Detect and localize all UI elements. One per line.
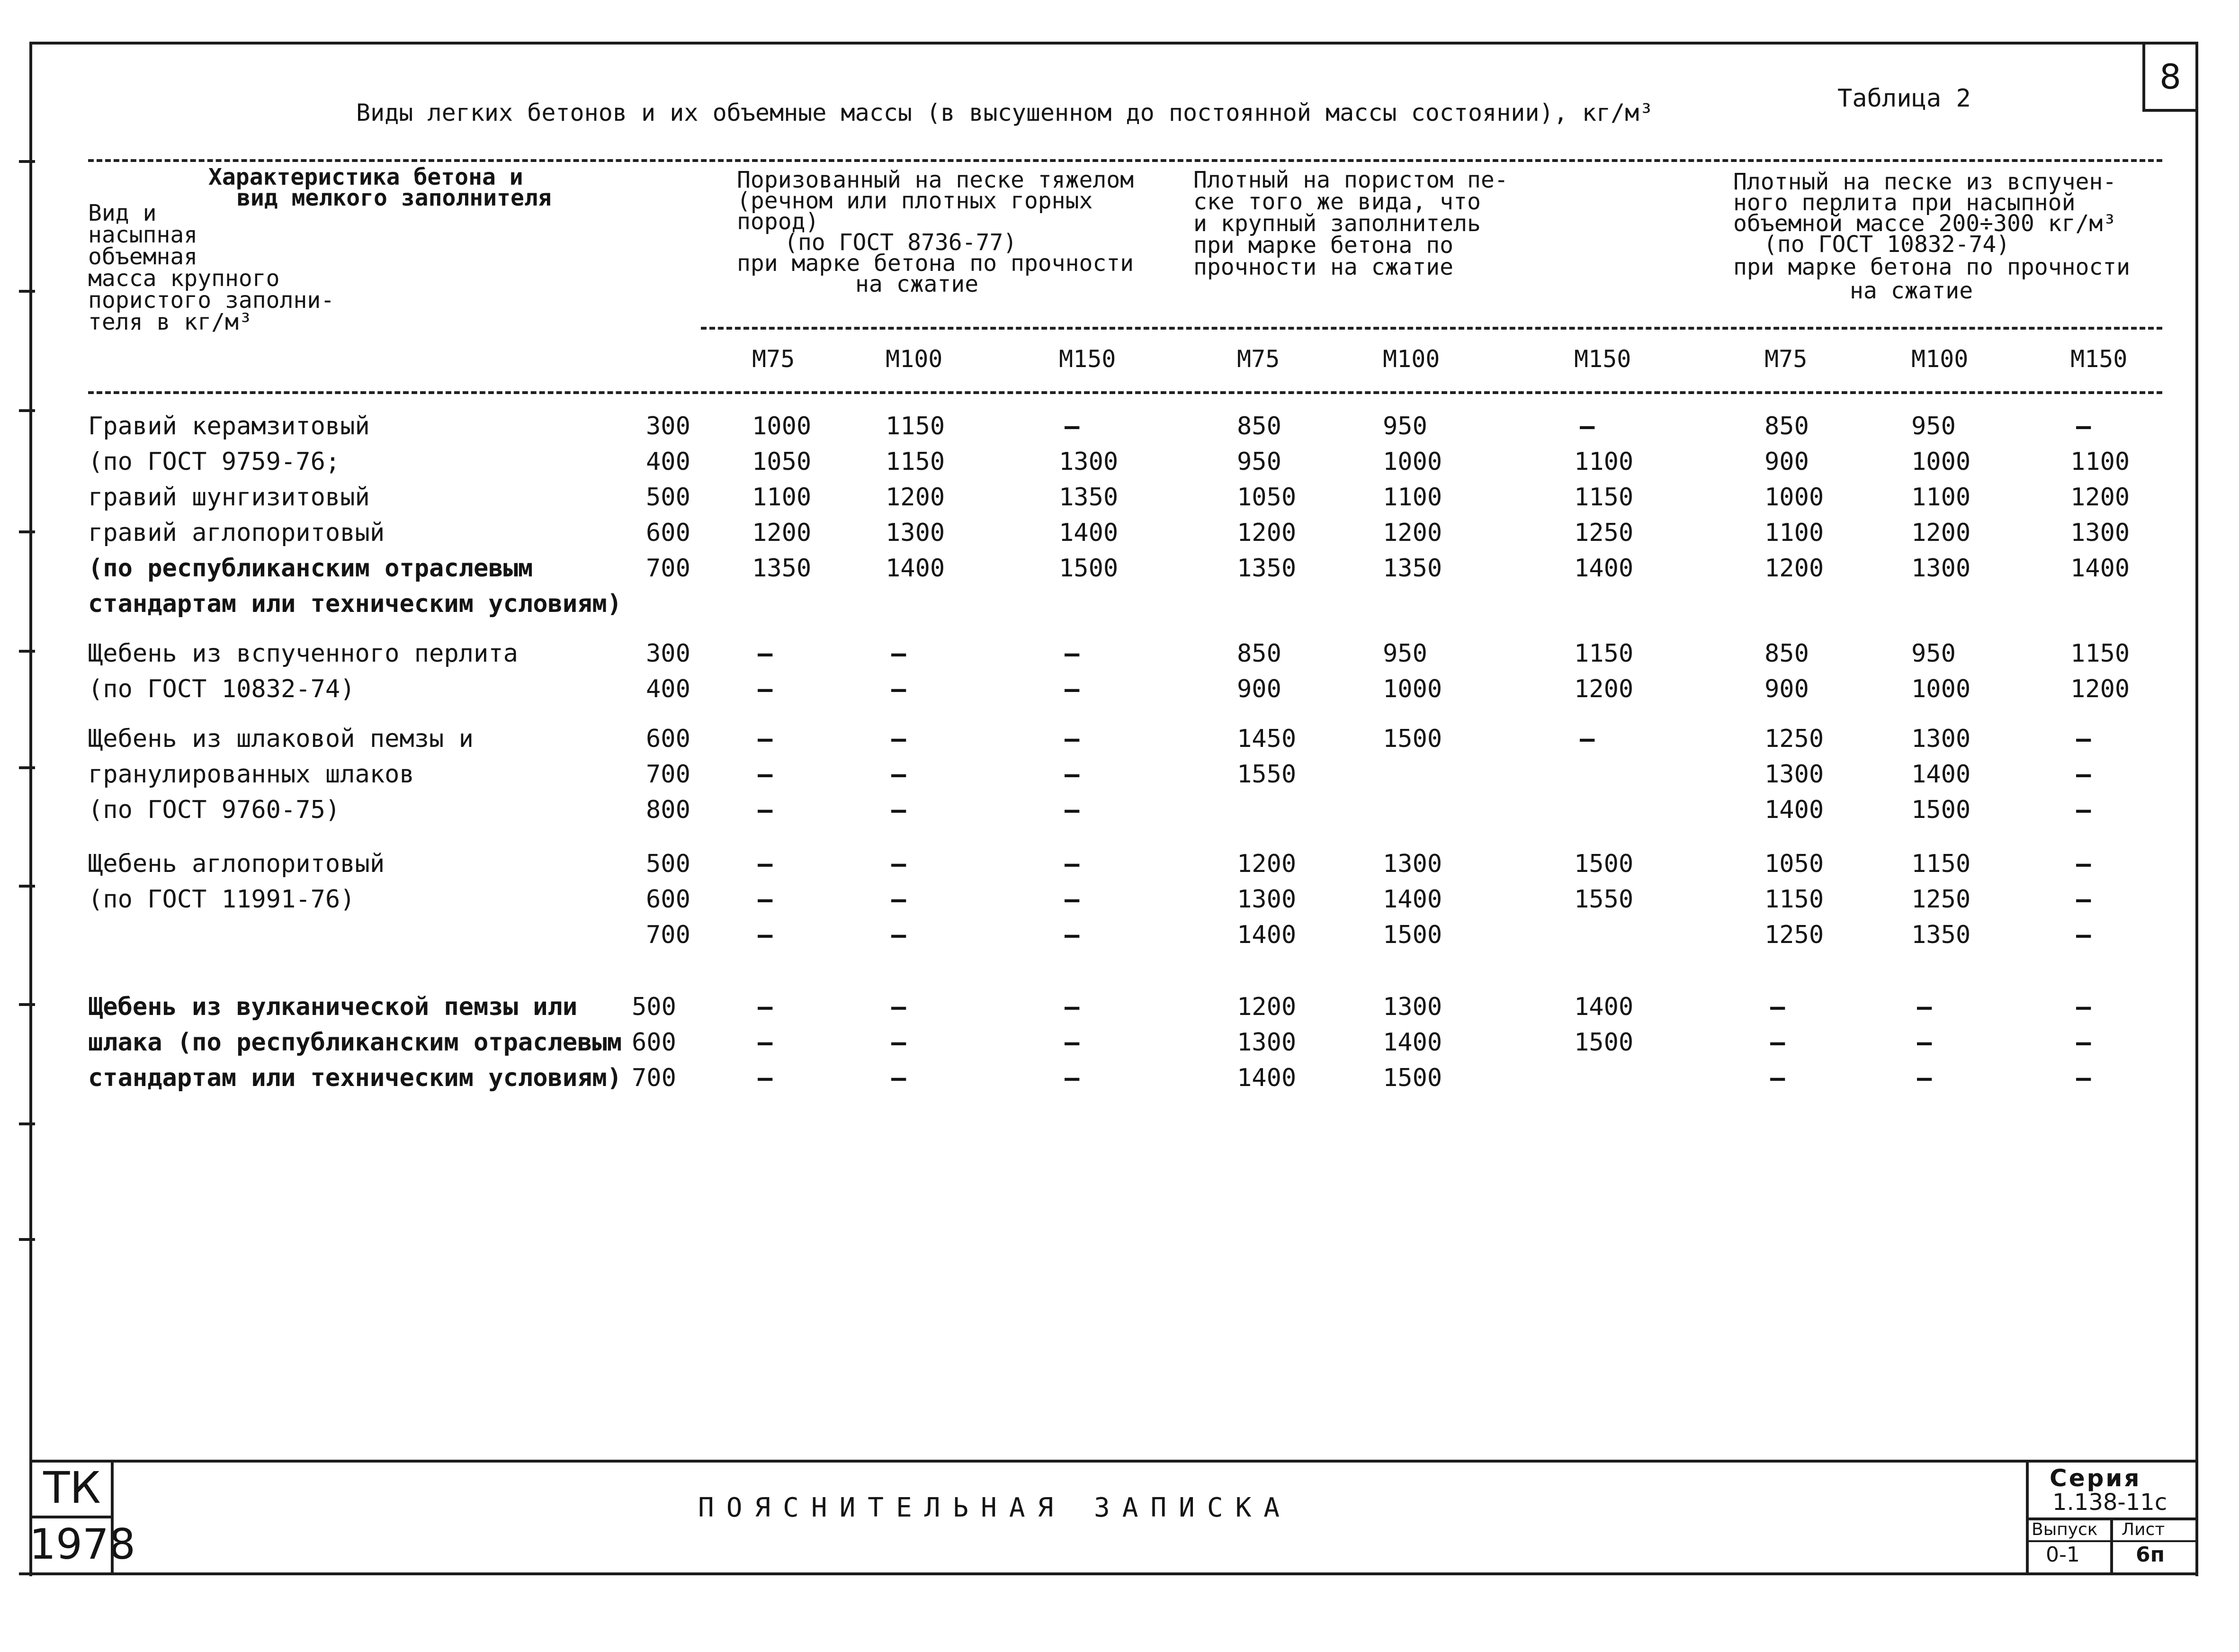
group-label-line: (по республиканским отраслевым [88,554,533,583]
table-cell: – [2076,885,2091,914]
table-cell: – [2076,760,2091,789]
table-cell: – [2076,850,2091,878]
table-cell: 1300 [1764,760,1824,789]
group-label-line: Щебень из шлаковой пемзы и [88,725,474,753]
table-cell: – [1580,725,1595,753]
mass-value: 400 [646,448,690,476]
grade-label: М150 [1574,345,1631,373]
table-cell: 1100 [1911,483,1971,512]
char-title-line1: Характеристика бетона и [208,164,523,190]
table-cell: 1200 [2070,675,2130,703]
sheet-value: 6п [2136,1543,2165,1567]
table-cell: – [1917,1064,1932,1092]
table-cell: – [1580,412,1595,440]
table-cell: – [891,993,906,1021]
table-cell: 1150 [1574,483,1634,512]
table-cell: – [1065,725,1080,753]
table-cell: – [1065,885,1080,914]
table-cell: 1350 [1237,554,1297,583]
table-cell: 1500 [1911,796,1971,824]
table-cell: – [1065,921,1080,949]
group-label-line: (по ГОСТ 10832-74) [88,675,355,703]
table-cell: – [1065,850,1080,878]
group-label-line: Щебень аглопоритовый [88,850,385,878]
group1-header-line: при марке бетона по прочности [737,250,1134,277]
table-cell: – [1065,639,1080,668]
table-cell: 850 [1237,412,1281,440]
group1-header-line: на сжатие [855,271,979,297]
group-label-line: гравий аглопоритовый [88,519,385,547]
mass-value: 400 [646,675,690,703]
table-cell: 1100 [2070,448,2130,476]
binding-tick [19,1122,35,1125]
grade-label: М150 [2070,345,2128,373]
table-cell: – [1065,760,1080,789]
grade-label: М75 [1764,345,1808,373]
table-cell: 1300 [1383,993,1442,1021]
table-cell: 1400 [1574,993,1634,1021]
table-cell: – [2076,1028,2091,1057]
table-cell: 1400 [1237,921,1297,949]
table-cell: 850 [1764,412,1809,440]
char-title-line2: вид мелкого заполнителя [237,185,552,211]
mass-value: 700 [646,921,690,949]
table-cell: – [1065,675,1080,703]
grade-label: М75 [1237,345,1280,373]
table-cell: 1050 [1237,483,1297,512]
table-cell: 1500 [1383,921,1442,949]
issue-label: Выпуск [2032,1520,2098,1539]
table-cell: 1250 [1911,885,1971,914]
mass-value: 600 [632,1028,676,1057]
table-cell: – [758,921,773,949]
table-cell: – [891,675,906,703]
table-cell: 1200 [886,483,945,512]
table-cell: – [891,725,906,753]
group1-header-line: (речном или плотных горных [737,188,1093,214]
table-cell: 1200 [1237,519,1297,547]
table-cell: 850 [1764,639,1809,668]
mass-value: 800 [646,796,690,824]
table-cell: 1100 [1383,483,1442,512]
table-cell: – [2076,1064,2091,1092]
group-label-line: гранулированных шлаков [88,760,414,789]
mass-value: 600 [646,885,690,914]
mass-value: 600 [646,725,690,753]
table-cell: 1300 [1383,850,1442,878]
table-cell: 1150 [886,412,945,440]
binding-tick [19,1238,35,1241]
table-cell: 1400 [1911,760,1971,789]
binding-tick [19,885,35,888]
table-cell: 1300 [1237,885,1297,914]
binding-tick [19,160,35,163]
title-block-top-line [29,1460,2198,1463]
table-cell: 1300 [1911,554,1971,583]
table-cell: 1350 [1383,554,1442,583]
table-cell: 1100 [1764,519,1824,547]
left-label-line: Вид и [88,200,157,226]
left-label-line: объемная [88,243,198,270]
table-cell: 1300 [2070,519,2130,547]
table-cell: – [1065,796,1080,824]
page-number-box [2142,45,2195,112]
table-cell: – [1065,1064,1080,1092]
table-cell: – [1770,1028,1785,1057]
group3-header-line: при марке бетона по прочности [1733,254,2131,280]
group2-header-line: прочности на сжатие [1193,254,1454,280]
label-divider [2029,1540,2195,1542]
frame-right-line [2195,42,2198,1576]
table-cell: – [758,885,773,914]
table-cell: 1400 [2070,554,2130,583]
stamp-box [29,1463,135,1572]
group3-header-line: ного перлита при насыпной [1733,189,2076,216]
table-cell: – [758,850,773,878]
table-cell: 1000 [1911,448,1971,476]
table-label: Таблица 2 [1837,84,1971,113]
table-cell: 1200 [1911,519,1971,547]
table-cell: 1550 [1574,885,1634,914]
table-cell: – [1065,1028,1080,1057]
sheet-label: Лист [2122,1520,2165,1539]
grade-label: М100 [1383,345,1440,373]
table-cell: – [758,1064,773,1092]
table-cell: 1450 [1237,725,1297,753]
table-cell: 1550 [1237,760,1297,789]
table-cell: 1000 [752,412,812,440]
table-cell: 950 [1911,639,1956,668]
table-cell: 1000 [1764,483,1824,512]
table-cell: 1250 [1764,725,1824,753]
table-cell: 1200 [2070,483,2130,512]
frame-bottom-line [19,1572,2198,1575]
group2-header-line: Плотный на пористом пе- [1193,167,1508,193]
series-value: 1.138-11с [2052,1489,2167,1516]
table-cell: 850 [1237,639,1281,668]
table-cell: 900 [1764,448,1809,476]
table-cell: – [891,1064,906,1092]
table-cell: 950 [1383,639,1427,668]
header-top-rule [88,159,2162,162]
series-box [2026,1463,2195,1572]
group1-header-line: пород) [737,208,819,235]
table-cell: 1200 [1574,675,1634,703]
group-label-line: Щебень из вулканической пемзы или [88,993,578,1021]
group-label-line: шлака (по республиканским отраслевым [88,1028,622,1057]
footer-title: ПОЯСНИТЕЛЬНАЯ ЗАПИСКА [698,1492,1292,1523]
table-cell: 1000 [1383,675,1442,703]
group-label-line: (по ГОСТ 9760-75) [88,796,340,824]
table-cell: 1050 [752,448,812,476]
table-cell: 1050 [1764,850,1824,878]
table-cell: 1300 [1059,448,1119,476]
table-cell: – [891,921,906,949]
table-cell: 1350 [752,554,812,583]
header-bottom-rule [88,391,2162,394]
table-cell: 900 [1764,675,1809,703]
issue-sheet-divider [2110,1517,2113,1572]
table-cell: 950 [1237,448,1281,476]
table-cell: – [1770,1064,1785,1092]
table-cell: 1000 [1911,675,1971,703]
table-cell: 1150 [1911,850,1971,878]
group-label-line: Гравий керамзитовый [88,412,370,440]
table-title: Виды легких бетонов и их объемные массы (в высушенном до постоянной массы состоянии), кг/м³ [356,99,1654,126]
table-cell: – [1917,1028,1932,1057]
mass-value: 500 [632,993,676,1021]
table-cell: – [2076,921,2091,949]
table-cell: – [1770,993,1785,1021]
left-label-line: пористого заполни- [88,287,335,314]
table-cell: – [758,725,773,753]
table-cell: – [2076,412,2091,440]
table-cell: 1500 [1059,554,1119,583]
binding-tick [19,766,35,769]
binding-tick [19,650,35,653]
table-cell: – [758,993,773,1021]
table-cell: 1000 [1383,448,1442,476]
group1-header-line: Поризованный на песке тяжелом [737,167,1134,193]
binding-tick [19,409,35,412]
table-cell: – [891,760,906,789]
group-label-line: Щебень из вспученного перлита [88,639,518,668]
grade-label: М75 [752,345,795,373]
table-cell: – [2076,796,2091,824]
table-cell: 1350 [1059,483,1119,512]
group-label-line: стандартам или техническим условиям) [88,1064,622,1092]
grade-label: М100 [1911,345,1969,373]
table-cell: 1400 [1383,885,1442,914]
table-cell: 1400 [1574,554,1634,583]
page-number: 8 [2159,57,2181,97]
table-cell: – [758,639,773,668]
table-cell: 1400 [1059,519,1119,547]
binding-tick [19,290,35,293]
grade-upper-rule [701,327,2162,330]
table-cell: 1200 [1383,519,1442,547]
table-cell: – [758,1028,773,1057]
group-label-line: (по ГОСТ 9759-76; [88,448,340,476]
table-cell: 1150 [1574,639,1634,668]
mass-value: 500 [646,850,690,878]
table-cell: 1400 [886,554,945,583]
table-cell: 900 [1237,675,1281,703]
series-label: Серия [2050,1464,2141,1492]
mass-value: 300 [646,412,690,440]
table-cell: 1250 [1764,921,1824,949]
table-cell: – [891,1028,906,1057]
group3-header-line: объемной массе 200÷300 кг/м³ [1733,210,2117,237]
table-cell: – [1065,412,1080,440]
table-cell: 1200 [1237,993,1297,1021]
group3-header-line: Плотный на песке из вспучен- [1733,169,2117,195]
table-cell: 1400 [1237,1064,1297,1092]
group2-header-line: и крупный заполнитель [1193,210,1481,237]
table-cell: 1100 [1574,448,1634,476]
table-cell: 1150 [2070,639,2130,668]
table-cell: 950 [1911,412,1956,440]
mass-value: 300 [646,639,690,668]
table-cell: 1400 [1383,1028,1442,1057]
table-cell: 1100 [752,483,812,512]
group3-header-line: на сжатие [1850,278,1973,304]
grade-label: М150 [1059,345,1116,373]
mass-value: 700 [646,554,690,583]
table-cell: 1300 [886,519,945,547]
table-cell: 1300 [1237,1028,1297,1057]
table-cell: – [891,885,906,914]
table-cell: 1500 [1383,1064,1442,1092]
table-cell: – [891,796,906,824]
group1-header-line: (по ГОСТ 8736-77) [784,229,1017,256]
group-label-line: (по ГОСТ 11991-76) [88,885,355,914]
table-cell: – [2076,725,2091,753]
table-cell: – [891,639,906,668]
table-cell: 1200 [1237,850,1297,878]
group2-header-line: ске того же вида, что [1193,189,1481,215]
group2-header-line: при марке бетона по [1193,232,1454,259]
table-cell: – [1065,993,1080,1021]
table-cell: 1250 [1574,519,1634,547]
table-cell: – [891,850,906,878]
table-cell: 1150 [886,448,945,476]
frame-top-line [29,42,2198,45]
issue-value: 0-1 [2046,1543,2080,1567]
mass-value: 700 [632,1064,676,1092]
table-cell: – [758,675,773,703]
table-cell: 1200 [1764,554,1824,583]
mass-value: 600 [646,519,690,547]
table-cell: – [1917,993,1932,1021]
table-cell: 1500 [1574,850,1634,878]
mass-value: 700 [646,760,690,789]
table-cell: 950 [1383,412,1427,440]
stamp-top: ТК [43,1463,101,1513]
group-label-line: стандартам или техническим условиям) [88,590,622,618]
group-label-line: гравий шунгизитовый [88,483,370,512]
left-label-line: теля в кг/м³ [88,309,252,335]
left-label-line: масса крупного [88,265,280,292]
left-label-line: насыпная [88,222,198,248]
stamp-year: 1978 [29,1520,135,1569]
table-cell: 1150 [1764,885,1824,914]
group3-header-line: (по ГОСТ 10832-74) [1764,231,2010,258]
table-cell: – [758,760,773,789]
table-cell: 1500 [1574,1028,1634,1057]
table-cell: 1400 [1764,796,1824,824]
binding-tick [19,1003,35,1006]
frame-left-line [29,42,32,1576]
table-cell: 1300 [1911,725,1971,753]
table-cell: – [758,796,773,824]
table-cell: 1500 [1383,725,1442,753]
table-cell: 1350 [1911,921,1971,949]
mass-value: 500 [646,483,690,512]
table-cell: – [2076,993,2091,1021]
grade-label: М100 [886,345,943,373]
binding-tick [19,530,35,533]
table-cell: 1200 [752,519,812,547]
